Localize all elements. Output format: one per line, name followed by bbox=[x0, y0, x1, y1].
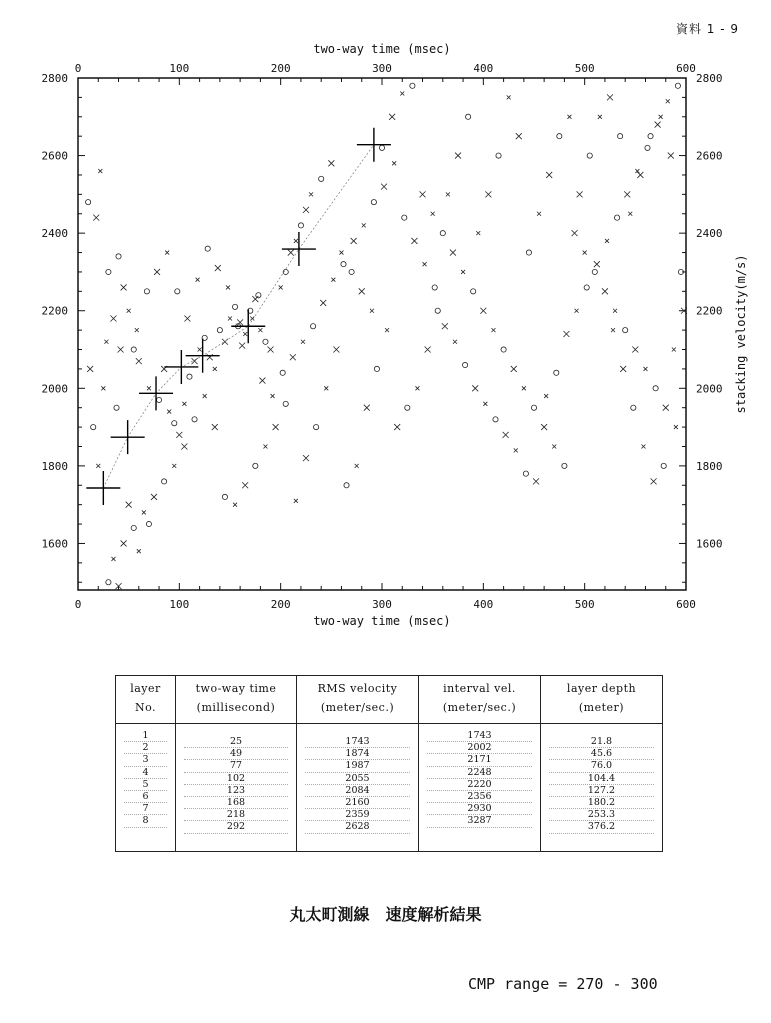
scatter-point-cross bbox=[239, 343, 245, 349]
scatter-point-cross bbox=[511, 366, 517, 372]
scatter-point-circle bbox=[523, 471, 528, 476]
scatter-point-cross bbox=[472, 385, 478, 391]
scatter-point-circle bbox=[496, 153, 501, 158]
scatter-point-cross bbox=[400, 92, 404, 96]
scatter-point-circle bbox=[562, 463, 567, 468]
scatter-point-circle bbox=[310, 324, 315, 329]
scatter-point-circle bbox=[146, 521, 151, 526]
scatter-point-circle bbox=[653, 386, 658, 391]
scatter-point-cross bbox=[98, 169, 102, 173]
table-cell: 3287 bbox=[427, 815, 532, 827]
table-cell: 2171 bbox=[427, 754, 532, 766]
scatter-point-cross bbox=[370, 309, 374, 313]
scatter-point-circle bbox=[402, 215, 407, 220]
scatter-point-cross bbox=[93, 215, 99, 221]
x-axis-label-top: two-way time (msec) bbox=[313, 42, 451, 56]
table-cell: 104.4 bbox=[549, 773, 654, 785]
scatter-point-circle bbox=[314, 424, 319, 429]
scatter-point-cross bbox=[294, 499, 298, 503]
scatter-point-circle bbox=[645, 145, 650, 150]
scatter-point-cross bbox=[331, 278, 335, 282]
table-cell: 102 bbox=[184, 773, 288, 785]
scatter-point-cross bbox=[273, 424, 279, 430]
scatter-point-cross bbox=[121, 540, 127, 546]
scatter-point-cross bbox=[263, 444, 267, 448]
scatter-point-circle bbox=[584, 285, 589, 290]
scatter-point-circle bbox=[618, 134, 623, 139]
scatter-point-circle bbox=[592, 269, 597, 274]
scatter-point-cross bbox=[461, 270, 465, 274]
scatter-point-cross bbox=[111, 557, 115, 561]
scatter-point-circle bbox=[531, 405, 536, 410]
scatter-point-cross bbox=[137, 549, 141, 553]
scatter-point-cross bbox=[96, 464, 100, 468]
scatter-point-cross bbox=[533, 478, 539, 484]
scatter-point-cross bbox=[431, 212, 435, 216]
table-cell: 376.2 bbox=[549, 821, 654, 833]
scatter-point-circle bbox=[410, 83, 415, 88]
scatter-point-cross bbox=[142, 510, 146, 514]
page-reference: 資料 1 - 9 bbox=[675, 22, 739, 36]
table-cell: 1987 bbox=[305, 760, 410, 772]
scatter-point-circle bbox=[587, 153, 592, 158]
scatter-point-cross bbox=[104, 340, 108, 344]
scatter-point-circle bbox=[371, 200, 376, 205]
scatter-point-cross bbox=[135, 328, 139, 332]
scatter-point-cross bbox=[110, 315, 116, 321]
scatter-point-cross bbox=[301, 340, 305, 344]
scatter-point-cross bbox=[507, 95, 511, 99]
scatter-point-cross bbox=[411, 238, 417, 244]
x-tick-label-top: 500 bbox=[574, 62, 595, 75]
table-cell: 7 bbox=[124, 803, 167, 815]
table-cell: 2055 bbox=[305, 773, 410, 785]
scatter-point-cross bbox=[583, 251, 587, 255]
scatter-point-circle bbox=[162, 479, 167, 484]
scatter-point-cross bbox=[172, 464, 176, 468]
table-cell: 2002 bbox=[427, 742, 532, 754]
scatter-point-circle bbox=[91, 424, 96, 429]
scatter-point-cross bbox=[328, 160, 334, 166]
scatter-point-cross bbox=[355, 464, 359, 468]
x-tick-label-bottom: 500 bbox=[574, 598, 595, 611]
y-tick-label-left: 2600 bbox=[41, 149, 68, 163]
scatter-point-cross bbox=[415, 386, 419, 390]
scatter-point-cross bbox=[651, 478, 657, 484]
scatter-point-cross bbox=[483, 402, 487, 406]
scatter-point-cross bbox=[196, 278, 200, 282]
scatter-point-circle bbox=[253, 463, 258, 468]
scatter-point-cross bbox=[605, 239, 609, 243]
x-tick-label-top: 0 bbox=[74, 62, 82, 75]
scatter-point-cross bbox=[351, 238, 357, 244]
x-tick-label-bottom: 100 bbox=[169, 598, 190, 611]
table-cell: 3 bbox=[124, 754, 167, 766]
scatter-point-cross bbox=[544, 394, 548, 398]
scatter-point-circle bbox=[435, 308, 440, 313]
table-cell: 1 bbox=[124, 730, 167, 742]
x-tick-label-bottom: 600 bbox=[676, 598, 696, 611]
scatter-point-circle bbox=[432, 285, 437, 290]
scatter-point-circle bbox=[217, 328, 222, 333]
scatter-point-circle bbox=[86, 200, 91, 205]
table-cell: 76.0 bbox=[549, 760, 654, 772]
velocity-pick-cross bbox=[86, 471, 120, 505]
scatter-point-circle bbox=[192, 417, 197, 422]
scatter-point-cross bbox=[222, 339, 228, 345]
scatter-point-cross bbox=[450, 250, 456, 256]
scatter-point-cross bbox=[294, 239, 298, 243]
scatter-point-circle bbox=[280, 370, 285, 375]
scatter-point-cross bbox=[147, 386, 151, 390]
x-tick-label-top: 600 bbox=[676, 62, 696, 75]
table-cell: 2220 bbox=[427, 779, 532, 791]
y-tick-label-left: 1800 bbox=[41, 459, 68, 473]
scatter-point-cross bbox=[442, 323, 448, 329]
velocity-pick-cross bbox=[357, 128, 391, 162]
scatter-point-circle bbox=[493, 417, 498, 422]
velocity-pick-cross bbox=[111, 420, 145, 454]
scatter-point-circle bbox=[526, 250, 531, 255]
scatter-point-cross bbox=[252, 296, 258, 302]
scatter-point-cross bbox=[666, 99, 670, 103]
scatter-point-cross bbox=[663, 405, 669, 411]
scatter-point-circle bbox=[631, 405, 636, 410]
table-cell: 1874 bbox=[305, 748, 410, 760]
scatter-point-circle bbox=[222, 494, 227, 499]
table-cell: 77 bbox=[184, 760, 288, 772]
y-tick-label-left: 1600 bbox=[41, 537, 68, 551]
scatter-point-cross bbox=[455, 153, 461, 159]
y-tick-label-right: 2800 bbox=[696, 72, 723, 85]
scatter-point-circle bbox=[648, 134, 653, 139]
scatter-point-cross bbox=[672, 348, 676, 352]
layer-table bbox=[115, 675, 663, 852]
scatter-point-circle bbox=[466, 114, 471, 119]
table-cell: 2084 bbox=[305, 785, 410, 797]
scatter-point-cross bbox=[203, 394, 207, 398]
scatter-point-cross bbox=[118, 347, 124, 353]
scatter-point-cross bbox=[136, 358, 142, 364]
scatter-point-circle bbox=[661, 463, 666, 468]
scatter-point-cross bbox=[611, 328, 615, 332]
y-tick-label-left: 2400 bbox=[41, 227, 68, 241]
x-axis-label-bottom: two-way time (msec) bbox=[313, 614, 451, 628]
table-cell: 25 bbox=[184, 736, 288, 748]
scatter-point-circle bbox=[344, 483, 349, 488]
y-tick-label-right: 1800 bbox=[696, 459, 723, 473]
header-rms-velocity: RMS velocity (meter/sec.) bbox=[297, 676, 419, 724]
scatter-point-cross bbox=[641, 444, 645, 448]
scatter-point-cross bbox=[213, 367, 217, 371]
scatter-point-cross bbox=[339, 251, 343, 255]
scatter-point-cross bbox=[259, 378, 265, 384]
table-cell: 292 bbox=[184, 821, 288, 833]
scatter-point-cross bbox=[453, 340, 457, 344]
scatter-point-cross bbox=[303, 207, 309, 213]
scatter-point-cross bbox=[552, 444, 556, 448]
scatter-point-cross bbox=[423, 262, 427, 266]
scatter-point-cross bbox=[309, 192, 313, 196]
table-cell: 8 bbox=[124, 815, 167, 827]
table-cell: 2930 bbox=[427, 803, 532, 815]
scatter-point-cross bbox=[215, 265, 221, 271]
table-cell: 4 bbox=[124, 767, 167, 779]
scatter-point-cross bbox=[182, 402, 186, 406]
table-cell: 123 bbox=[184, 785, 288, 797]
scatter-point-circle bbox=[283, 401, 288, 406]
y-tick-label-left: 2800 bbox=[41, 72, 68, 85]
table-cell: 218 bbox=[184, 809, 288, 821]
scatter-point-cross bbox=[668, 153, 674, 159]
scatter-point-circle bbox=[256, 293, 261, 298]
table-cell: 49 bbox=[184, 748, 288, 760]
scatter-point-cross bbox=[620, 366, 626, 372]
scatter-point-cross bbox=[446, 192, 450, 196]
scatter-point-cross bbox=[514, 448, 518, 452]
velocity-pick-cross bbox=[282, 232, 316, 266]
header-layer-depth: layer depth (meter) bbox=[541, 676, 663, 724]
scatter-point-circle bbox=[131, 347, 136, 352]
scatter-point-circle bbox=[232, 304, 237, 309]
scatter-point-cross bbox=[359, 288, 365, 294]
scatter-point-cross bbox=[537, 212, 541, 216]
scatter-point-cross bbox=[541, 424, 547, 430]
scatter-point-cross bbox=[303, 455, 309, 461]
scatter-point-cross bbox=[575, 309, 579, 313]
scatter-point-cross bbox=[503, 432, 509, 438]
scatter-point-circle bbox=[349, 269, 354, 274]
scatter-point-circle bbox=[374, 366, 379, 371]
scatter-point-circle bbox=[501, 347, 506, 352]
scatter-point-cross bbox=[420, 191, 426, 197]
scatter-point-circle bbox=[319, 176, 324, 181]
scatter-point-cross bbox=[228, 316, 232, 320]
layer-depth-column bbox=[541, 724, 663, 852]
scatter-point-cross bbox=[154, 269, 160, 275]
scatter-point-cross bbox=[628, 212, 632, 216]
scatter-point-circle bbox=[131, 525, 136, 530]
scatter-point-cross bbox=[577, 191, 583, 197]
scatter-point-cross bbox=[258, 328, 262, 332]
scatter-point-cross bbox=[572, 230, 578, 236]
table-cell: 2248 bbox=[427, 767, 532, 779]
scatter-point-cross bbox=[271, 394, 275, 398]
rms-velocity-column bbox=[297, 724, 419, 852]
table-cell: 127.2 bbox=[549, 785, 654, 797]
scatter-point-circle bbox=[144, 289, 149, 294]
scatter-point-cross bbox=[425, 347, 431, 353]
y-axis-label-right: stacking velocity(m/s) bbox=[734, 254, 748, 414]
scatter-point-circle bbox=[471, 289, 476, 294]
scatter-point-cross bbox=[643, 367, 647, 371]
scatter-point-cross bbox=[226, 285, 230, 289]
y-tick-label-right: 2000 bbox=[696, 382, 723, 396]
scatter-point-circle bbox=[405, 405, 410, 410]
scatter-point-cross bbox=[602, 288, 608, 294]
scatter-point-cross bbox=[392, 161, 396, 165]
scatter-point-cross bbox=[181, 443, 187, 449]
layer-no-column bbox=[116, 724, 176, 852]
scatter-point-circle bbox=[205, 246, 210, 251]
scatter-point-cross bbox=[516, 133, 522, 139]
scatter-point-circle bbox=[379, 145, 384, 150]
table-cell: 5 bbox=[124, 779, 167, 791]
x-tick-label-top: 400 bbox=[473, 62, 494, 75]
table-cell: 6 bbox=[124, 791, 167, 803]
y-tick-label-left: 2200 bbox=[41, 304, 68, 318]
table-cell: 1743 bbox=[427, 730, 532, 742]
scatter-marks bbox=[86, 83, 687, 589]
table-cell: 180.2 bbox=[549, 797, 654, 809]
scatter-point-cross bbox=[198, 348, 202, 352]
scatter-point-circle bbox=[116, 254, 121, 259]
scatter-point-cross bbox=[362, 223, 366, 227]
scatter-point-cross bbox=[121, 284, 127, 290]
scatter-point-circle bbox=[187, 374, 192, 379]
scatter-point-cross bbox=[389, 114, 395, 120]
scatter-point-cross bbox=[279, 285, 283, 289]
scatter-point-circle bbox=[623, 328, 628, 333]
scatter-point-cross bbox=[522, 386, 526, 390]
cmp-range-label: CMP range = 270 - 300 bbox=[468, 975, 658, 993]
y-tick-label-right: 2600 bbox=[696, 149, 723, 163]
scatter-point-cross bbox=[632, 347, 638, 353]
table-cell: 253.3 bbox=[549, 809, 654, 821]
scatter-point-circle bbox=[554, 370, 559, 375]
scatter-point-cross bbox=[674, 425, 678, 429]
scatter-point-cross bbox=[167, 410, 171, 414]
y-tick-label-right: 2200 bbox=[696, 304, 723, 318]
x-tick-label-top: 100 bbox=[169, 62, 190, 75]
scatter-point-cross bbox=[485, 191, 491, 197]
scatter-point-cross bbox=[476, 231, 480, 235]
scatter-point-circle bbox=[440, 231, 445, 236]
scatter-point-cross bbox=[184, 315, 190, 321]
scatter-point-cross bbox=[624, 191, 630, 197]
scatter-point-cross bbox=[364, 405, 370, 411]
table-cell: 2356 bbox=[427, 791, 532, 803]
scatter-point-circle bbox=[298, 223, 303, 228]
scatter-point-cross bbox=[127, 309, 131, 313]
x-tick-label-bottom: 300 bbox=[372, 598, 392, 611]
figure-caption: 丸太町測線 速度解析結果 bbox=[289, 905, 482, 924]
scatter-point-cross bbox=[320, 300, 326, 306]
scatter-point-circle bbox=[156, 397, 161, 402]
scatter-point-cross bbox=[655, 122, 661, 128]
scatter-point-cross bbox=[598, 115, 602, 119]
table-cell: 2 bbox=[124, 742, 167, 754]
velocity-pick-cross bbox=[231, 309, 265, 343]
scatter-point-cross bbox=[637, 172, 643, 178]
scatter-point-cross bbox=[546, 172, 552, 178]
table-cell: 2359 bbox=[305, 809, 410, 821]
header-layer-no: layer No. bbox=[116, 676, 176, 724]
scatter-point-cross bbox=[394, 424, 400, 430]
scatter-point-circle bbox=[106, 580, 111, 585]
x-tick-label-top: 300 bbox=[372, 62, 392, 75]
header-two-way-time: two-way time (millisecond) bbox=[176, 676, 297, 724]
scatter-point-cross bbox=[87, 366, 93, 372]
scatter-point-circle bbox=[172, 421, 177, 426]
header-interval-vel: interval vel. (meter/sec.) bbox=[419, 676, 541, 724]
x-tick-label-bottom: 400 bbox=[473, 598, 494, 611]
x-tick-label-bottom: 200 bbox=[270, 598, 291, 611]
table-cell: 2628 bbox=[305, 821, 410, 833]
scatter-point-cross bbox=[324, 386, 328, 390]
scatter-point-cross bbox=[101, 386, 105, 390]
y-tick-label-left: 2000 bbox=[41, 382, 68, 396]
scatter-point-circle bbox=[263, 339, 268, 344]
scatter-point-cross bbox=[268, 347, 274, 353]
scatter-point-cross bbox=[385, 328, 389, 332]
scatter-point-cross bbox=[613, 309, 617, 313]
scatter-point-cross bbox=[176, 432, 182, 438]
scatter-point-cross bbox=[288, 250, 294, 256]
scatter-point-circle bbox=[175, 289, 180, 294]
scatter-point-cross bbox=[243, 332, 247, 336]
scatter-point-cross bbox=[563, 331, 569, 337]
table-cell: 45.6 bbox=[549, 748, 654, 760]
scatter-point-circle bbox=[114, 405, 119, 410]
scatter-point-cross bbox=[491, 328, 495, 332]
y-tick-label-right: 1600 bbox=[696, 537, 723, 551]
scatter-point-cross bbox=[567, 115, 571, 119]
scatter-point-cross bbox=[126, 502, 132, 508]
x-tick-label-bottom: 0 bbox=[74, 598, 82, 611]
scatter-point-cross bbox=[165, 251, 169, 255]
table-cell: 21.8 bbox=[549, 736, 654, 748]
scatter-point-cross bbox=[212, 424, 218, 430]
scatter-point-cross bbox=[607, 94, 613, 100]
scatter-point-cross bbox=[594, 261, 600, 267]
scatter-point-circle bbox=[462, 362, 467, 367]
scatter-point-cross bbox=[290, 354, 296, 360]
y-tick-label-right: 2400 bbox=[696, 227, 723, 241]
table-cell: 2160 bbox=[305, 797, 410, 809]
interval-vel-column bbox=[419, 724, 541, 852]
scatter-point-cross bbox=[333, 347, 339, 353]
scatter-point-cross bbox=[480, 308, 486, 314]
scatter-point-circle bbox=[675, 83, 680, 88]
velocity-picks bbox=[86, 128, 391, 505]
scatter-point-cross bbox=[242, 482, 248, 488]
scatter-point-circle bbox=[106, 269, 111, 274]
table-cell: 168 bbox=[184, 797, 288, 809]
scatter-point-circle bbox=[341, 262, 346, 267]
table-cell: 1743 bbox=[305, 736, 410, 748]
x-tick-label-top: 200 bbox=[270, 62, 291, 75]
scatter-point-circle bbox=[614, 215, 619, 220]
scatter-point-circle bbox=[557, 134, 562, 139]
scatter-point-cross bbox=[381, 184, 387, 190]
scatter-point-cross bbox=[233, 503, 237, 507]
two-way-time-column bbox=[176, 724, 297, 852]
plot-frame bbox=[78, 78, 686, 590]
scatter-point-cross bbox=[151, 494, 157, 500]
scatter-point-cross bbox=[659, 115, 663, 119]
